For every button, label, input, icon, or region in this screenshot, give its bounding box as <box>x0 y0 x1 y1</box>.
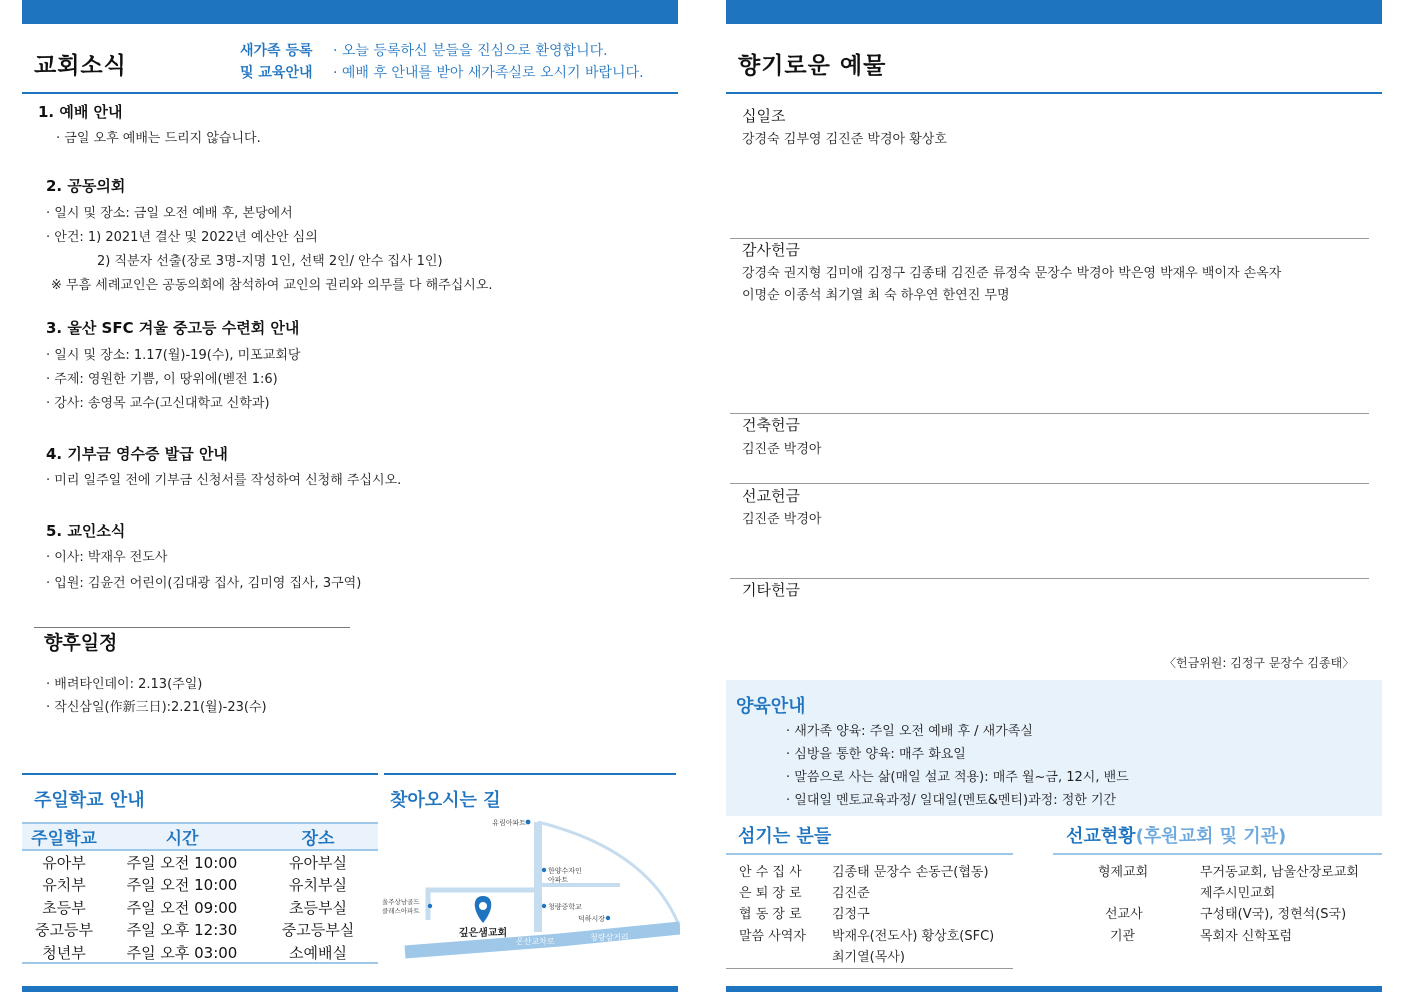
server-role: 말씀 사역자 <box>739 929 806 944</box>
cell-place: 중고등부실 <box>281 921 355 940</box>
map-dot <box>542 868 546 872</box>
map-label-gold: 울주상남골드 <box>382 898 420 906</box>
offering-thanks-names-2: 이명순 이종석 최기열 최 숙 하우연 한연진 무명 <box>742 288 1010 303</box>
section-2-line: ※ 무흠 세례교인은 공동의회에 참석하여 교인의 권리와 의무를 다 해주십시오. <box>51 278 493 293</box>
top-bar-right <box>726 0 1382 24</box>
section-5-line: · 이사: 박재우 전도사 <box>46 550 168 565</box>
table-row <box>22 941 378 964</box>
table-row <box>22 919 378 942</box>
offering-divider <box>730 578 1369 579</box>
server-names: 김정구 <box>832 907 870 922</box>
top-bar-left <box>22 0 678 24</box>
map-label-market: 덕하시장 <box>577 915 605 923</box>
mission-names: 구성태(V국), 정현석(S국) <box>1200 907 1347 922</box>
servers-title: 섬기는 분들 <box>738 826 832 847</box>
table-row <box>22 896 378 919</box>
offering-divider <box>730 413 1369 414</box>
map-dot <box>428 904 432 908</box>
map-label-apt1: 유림아파트 <box>492 819 526 827</box>
server-role: 안 수 집 사 <box>739 865 802 880</box>
table-row <box>22 874 378 897</box>
section-5-line: · 입원: 김윤건 어린이(김대광 집사, 김미영 집사, 3구역) <box>46 576 362 591</box>
section-1-line: · 금일 오후 예배는 드리지 않습니다. <box>56 131 261 146</box>
section-2-line: · 안건: 1) 2021년 결산 및 2022년 예산안 심의 <box>46 230 318 245</box>
missions-title-sub: (후원교회 및 기관) <box>1135 826 1287 847</box>
nurture-title: 양육안내 <box>736 696 806 717</box>
nurture-line: · 말씀으로 사는 삶(매일 설교 적용): 매주 월~금, 12시, 밴드 <box>786 770 1129 785</box>
church-news-title: 교회소식 <box>34 53 127 79</box>
header-time: 시간 <box>106 823 258 850</box>
section-1-heading: 1. 예배 안내 <box>38 103 123 121</box>
cell-dept: 유치부 <box>42 876 86 895</box>
cell-dept: 초등부 <box>42 898 86 917</box>
server-names: 최기열(목사) <box>832 950 905 965</box>
offering-committee: 〈헌금위원: 김정구 문장수 김종태〉 <box>1164 656 1355 670</box>
map-label-church: 깊은샘교회 <box>458 928 508 939</box>
sunday-school-top-rule <box>22 773 378 775</box>
cell-dept: 청년부 <box>42 943 86 962</box>
cell-time: 주일 오후 12:30 <box>126 921 238 940</box>
section-2-line: 2) 직분자 선출(장로 3명-지명 1인, 선택 2인/ 안수 집사 1인) <box>97 254 443 269</box>
offering-mission-label: 선교헌금 <box>742 487 800 505</box>
missions-title-main: 선교현황 <box>1066 826 1136 847</box>
offering-thanks-label: 감사헌금 <box>742 241 800 259</box>
section-2-line: · 일시 및 장소: 금일 오전 예배 후, 본당에서 <box>46 206 293 221</box>
sunday-school-table <box>22 822 378 964</box>
map-label-apt2b: 아파트 <box>548 876 569 884</box>
nurture-line: · 새가족 양육: 주일 오전 예배 후 / 새가족실 <box>786 724 1033 739</box>
map-label-school: 청량중학교 <box>548 903 582 911</box>
schedule-title: 향후일정 <box>44 632 118 654</box>
sunday-school-title: 주일학교 안내 <box>34 790 145 811</box>
server-names: 김진준 <box>832 886 870 901</box>
newcomer-line-1: · 오늘 등록하신 분들을 진심으로 환영합니다. <box>333 43 608 59</box>
newcomer-label-2: 및 교육안내 <box>240 65 313 81</box>
map-dot <box>542 904 546 908</box>
cell-place: 소예배실 <box>289 943 347 962</box>
newcomer-line-2: · 예배 후 안내를 받아 새가족실로 오시기 바랍니다. <box>333 65 644 81</box>
map-dot <box>606 916 610 920</box>
offering-divider <box>730 483 1369 484</box>
cell-time: 주일 오전 10:00 <box>126 876 238 895</box>
section-3-line: · 일시 및 장소: 1.17(월)-19(수), 미포교회당 <box>46 348 301 363</box>
offering-other-label: 기타헌금 <box>742 581 800 599</box>
server-names: 김종태 문장수 손동근(협동) <box>832 865 989 880</box>
cell-time: 주일 오전 09:00 <box>126 898 238 917</box>
nurture-line: · 심방을 통한 양육: 매주 화요일 <box>786 747 966 762</box>
mission-names: 제주시민교회 <box>1200 886 1276 901</box>
right-header-rule <box>726 92 1382 94</box>
server-role: 은 퇴 장 로 <box>739 886 802 901</box>
map-label-gold2: 클래스아파트 <box>382 907 420 915</box>
section-3-line: · 주제: 영원한 기쁨, 이 땅위에(벧전 1:6) <box>46 372 278 387</box>
section-3-line: · 강사: 송영목 교수(고신대학교 신학과) <box>46 396 270 411</box>
cell-dept: 중고등부 <box>35 921 93 940</box>
map-top-rule <box>384 773 676 775</box>
map-label-road1: 온산교차로 <box>516 937 555 946</box>
cell-time: 주일 오후 03:00 <box>126 943 238 962</box>
server-role: 협 동 장 로 <box>739 907 802 922</box>
cell-dept: 유아부 <box>42 853 86 872</box>
server-names: 박재우(전도사) 황상호(SFC) <box>832 929 995 944</box>
nurture-line: · 일대일 멘토교육과정/ 일대일(멘토&멘티)과정: 정한 기간 <box>786 793 1117 808</box>
map-curve-road <box>538 822 680 928</box>
cell-place: 유치부실 <box>289 876 347 895</box>
header-dept: 주일학교 <box>22 823 106 850</box>
bottom-bar-left <box>22 986 678 992</box>
table-header-row <box>22 823 378 850</box>
offering-building-label: 건축헌금 <box>742 416 800 434</box>
offering-divider <box>730 238 1369 239</box>
cell-place: 유아부실 <box>289 853 347 872</box>
cell-place: 초등부실 <box>289 898 347 917</box>
mission-type: 형제교회 <box>1098 865 1149 880</box>
mission-type: 선교사 <box>1105 907 1143 922</box>
missions-title <box>1066 822 1286 848</box>
church-pin-icon <box>475 896 492 923</box>
section-4-line: · 미리 일주일 전에 기부금 신청서를 작성하여 신청해 주십시오. <box>46 473 402 488</box>
offering-tithe-names: 강경숙 김부영 김진준 박경아 황상호 <box>742 132 947 147</box>
header-place: 장소 <box>258 823 378 850</box>
servers-rule <box>726 853 1013 855</box>
cell-time: 주일 오전 10:00 <box>126 853 238 872</box>
mission-names: 무거동교회, 남울산장로교회 <box>1200 865 1359 880</box>
schedule-line: · 배려타인데이: 2.13(주일) <box>46 677 203 692</box>
table-row <box>22 850 378 874</box>
left-header-rule <box>22 92 678 94</box>
section-4-heading: 4. 기부금 영수증 발급 안내 <box>46 445 228 463</box>
section-2-heading: 2. 공동의회 <box>46 177 126 195</box>
offering-thanks-names: 강경숙 권지형 김미애 김정구 김종태 김진준 류정숙 문장수 박경아 박은영 박재우 백이자 손옥자 <box>742 266 1282 281</box>
missions-rule <box>1053 853 1382 855</box>
map-title: 찾아오시는 길 <box>390 790 501 811</box>
offering-tithe-label: 십일조 <box>742 107 786 125</box>
bottom-bar-right <box>726 986 1382 992</box>
location-map <box>380 810 680 970</box>
map-label-road2: 청량삼거리 <box>590 933 629 942</box>
section-3-heading: 3. 울산 SFC 겨울 중고등 수련회 안내 <box>46 319 300 337</box>
map-dot <box>526 820 531 825</box>
mission-type: 기관 <box>1110 929 1136 944</box>
sunday-school-bottom-rule <box>22 962 378 964</box>
mission-names: 목회자 신학포럼 <box>1200 929 1293 944</box>
offering-building-names: 김진준 박경아 <box>742 442 822 457</box>
servers-bottom-rule <box>726 968 1013 969</box>
newcomer-label-1: 새가족 등록 <box>240 43 313 59</box>
offerings-title: 향기로운 예물 <box>738 53 887 79</box>
schedule-line: · 작신삼일(作新三日):2.21(월)-23(수) <box>46 700 267 715</box>
section-5-heading: 5. 교인소식 <box>46 522 126 540</box>
offering-mission-names: 김진준 박경아 <box>742 512 822 527</box>
map-label-apt2: 한양수자인 <box>548 867 582 875</box>
